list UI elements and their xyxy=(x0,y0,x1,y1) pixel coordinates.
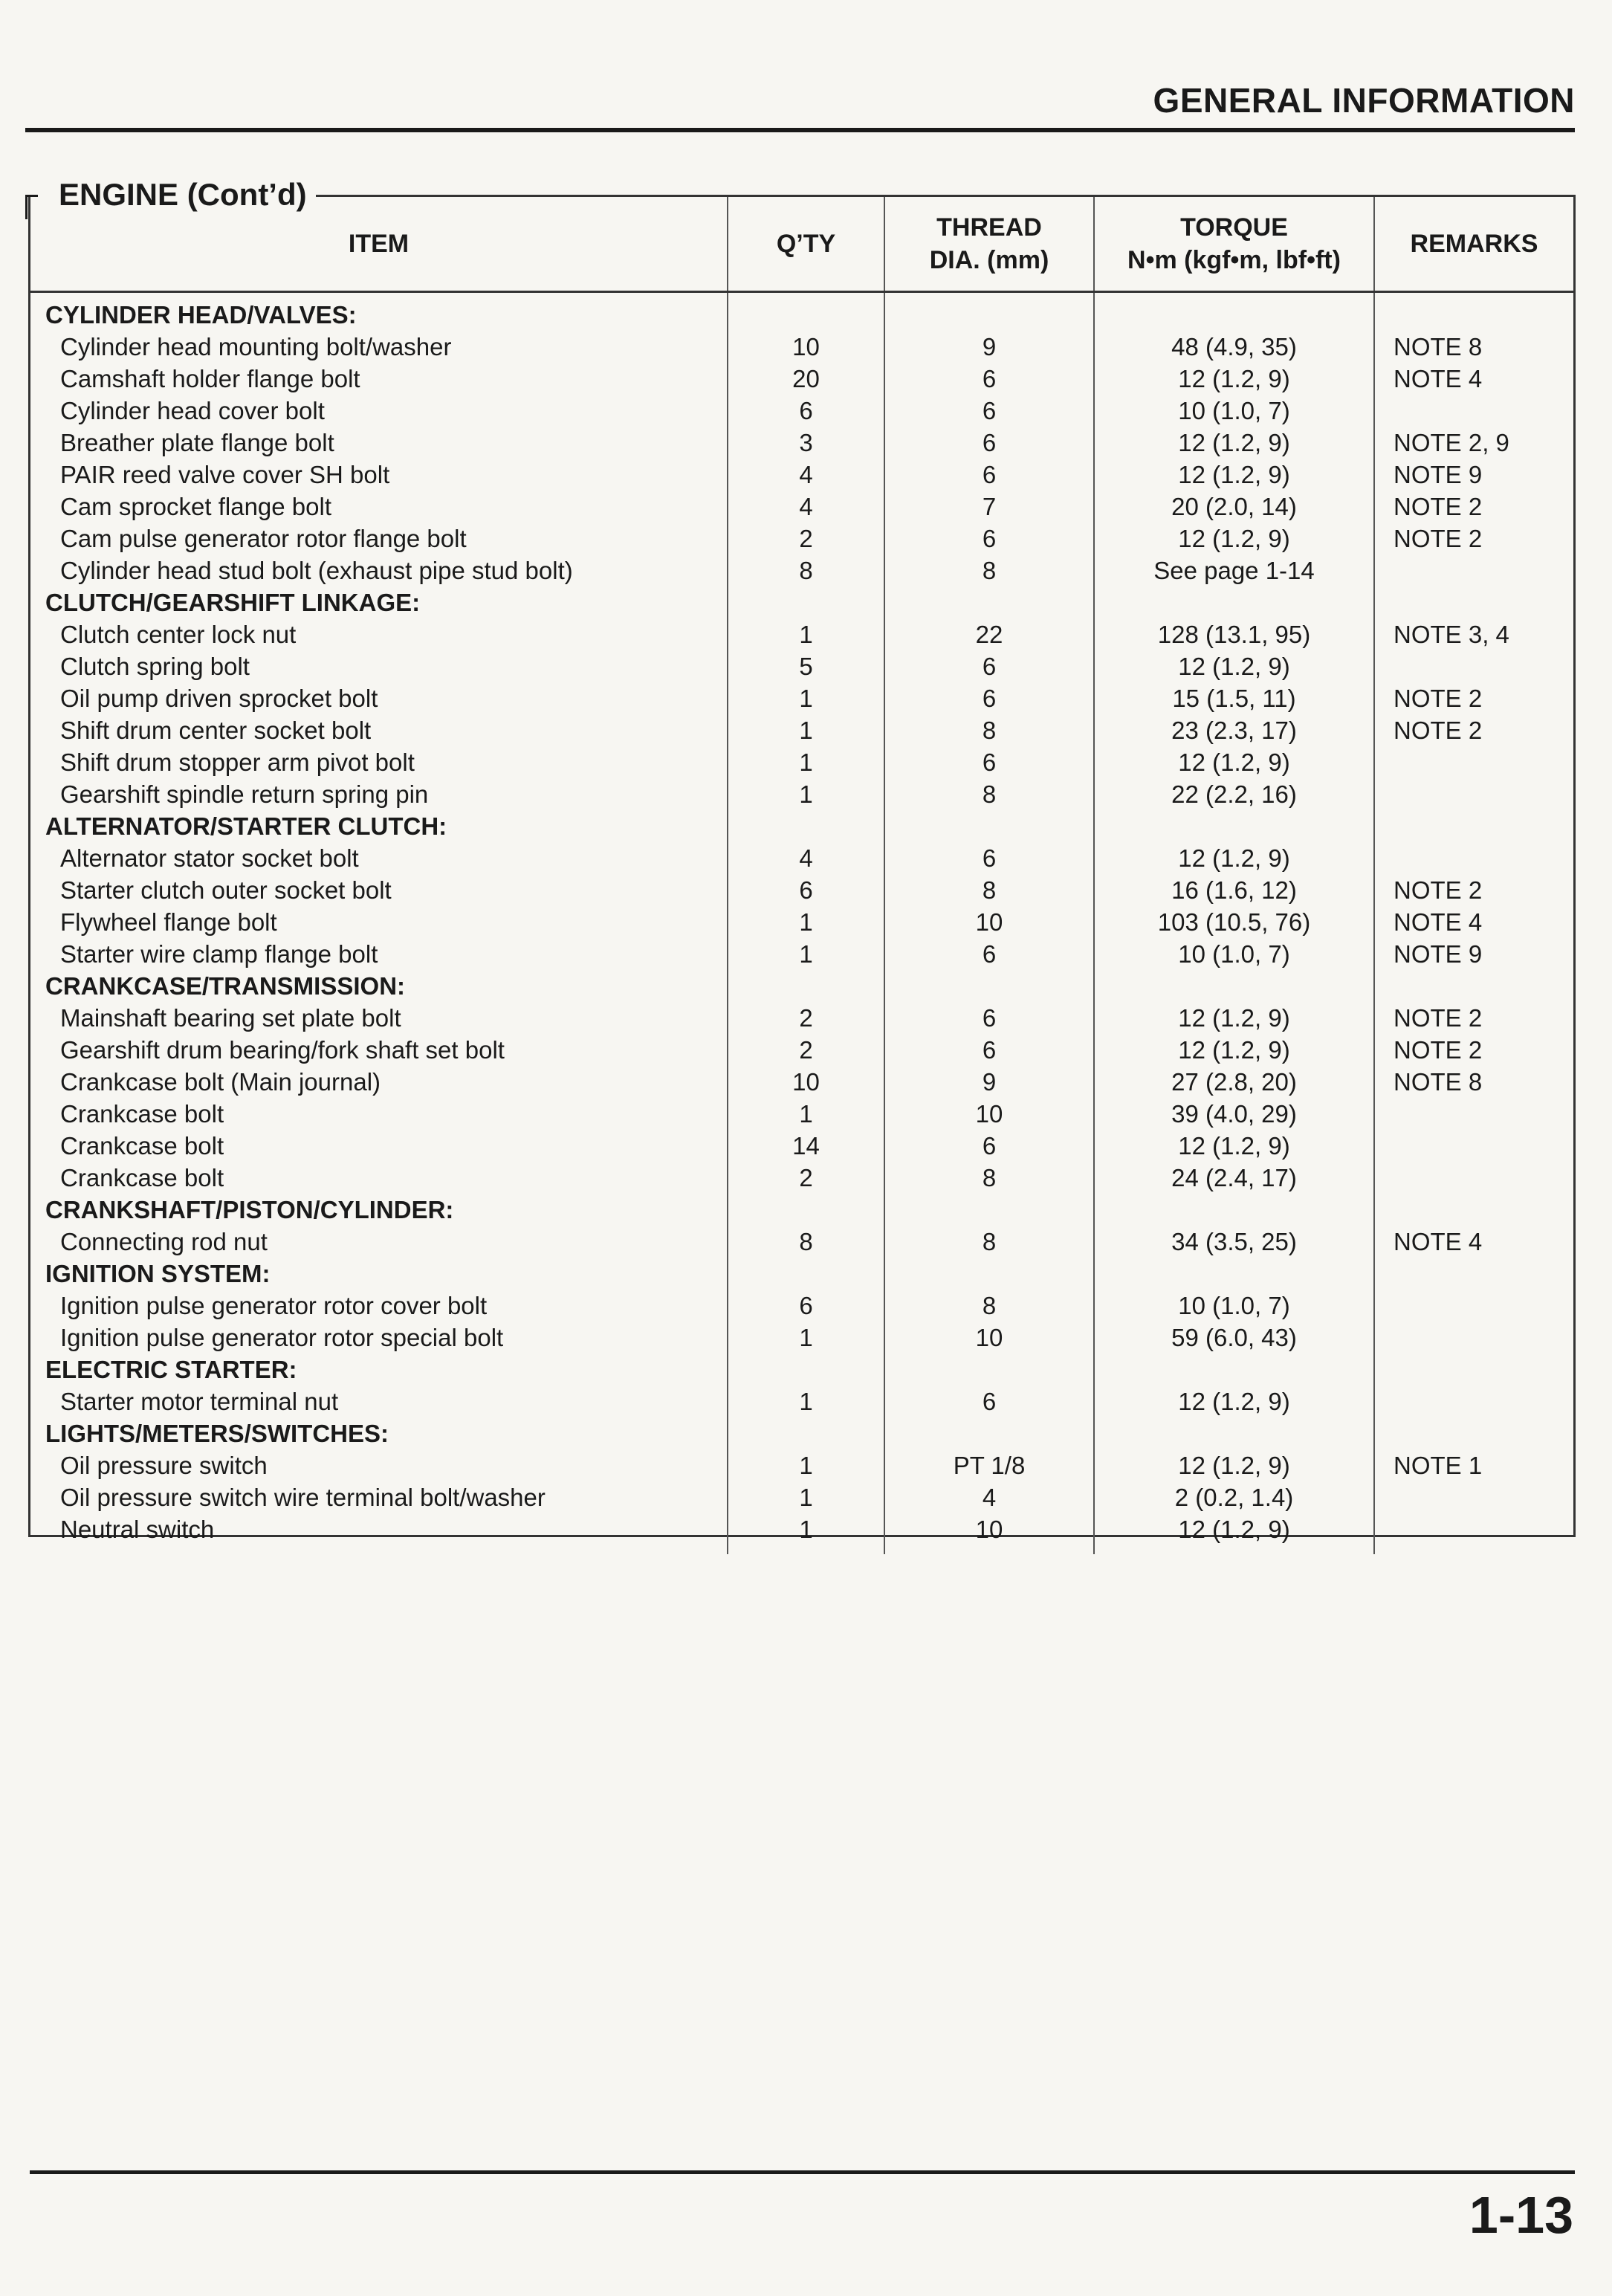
remarks-cell: NOTE 3, 4 xyxy=(1393,621,1509,648)
remarks-cell: NOTE 2 xyxy=(1393,493,1483,520)
torque-cell: 12 (1.2, 9) xyxy=(1094,1130,1374,1162)
remarks-cell xyxy=(1374,554,1573,586)
table-row xyxy=(30,427,1573,459)
torque-cell: 12 (1.2, 9) xyxy=(1094,1449,1374,1481)
empty-cell xyxy=(728,970,884,1002)
remarks-cell xyxy=(1374,1385,1573,1417)
qty-cell: 2 xyxy=(728,1002,884,1034)
empty-cell xyxy=(728,1354,884,1385)
category-label: IGNITION SYSTEM: xyxy=(30,1258,728,1290)
torque-cell: 22 (2.2, 16) xyxy=(1094,778,1374,810)
empty-cell xyxy=(1094,1354,1374,1385)
empty-cell xyxy=(1374,810,1573,842)
remarks-cell xyxy=(1374,1290,1573,1322)
qty-cell: 1 xyxy=(728,1513,884,1545)
remarks-cell: NOTE 4 xyxy=(1393,1228,1483,1255)
empty-cell xyxy=(884,970,1094,1002)
section-bracket-mark xyxy=(25,195,38,219)
qty-cell: 1 xyxy=(728,906,884,938)
table-row xyxy=(30,1034,1573,1066)
category-label: CRANKSHAFT/PISTON/CYLINDER: xyxy=(30,1194,728,1226)
item-cell: Crankcase bolt xyxy=(30,1098,728,1130)
table-category-row xyxy=(30,1417,1573,1449)
torque-cell: 12 (1.2, 9) xyxy=(1094,523,1374,554)
qty-cell: 6 xyxy=(728,395,884,427)
remarks-cell xyxy=(1374,1322,1573,1354)
empty-cell xyxy=(884,299,1094,331)
table-category-row xyxy=(30,970,1573,1002)
empty-cell xyxy=(1094,1258,1374,1290)
col-header-thread: THREAD DIA. (mm) xyxy=(884,197,1094,292)
torque-cell: See page 1-14 xyxy=(1094,554,1374,586)
table-row xyxy=(30,491,1573,523)
table-row xyxy=(30,650,1573,682)
item-cell: Oil pressure switch xyxy=(30,1449,728,1481)
table-row xyxy=(30,1066,1573,1098)
header-rule xyxy=(25,128,1575,132)
col-header-remarks: REMARKS xyxy=(1374,197,1573,292)
spacer-cell xyxy=(30,292,728,300)
item-cell: Gearshift spindle return spring pin xyxy=(30,778,728,810)
item-cell: PAIR reed valve cover SH bolt xyxy=(30,459,728,491)
qty-cell: 20 xyxy=(728,363,884,395)
table-row xyxy=(30,363,1573,395)
item-cell: Shift drum center socket bolt xyxy=(30,714,728,746)
empty-cell xyxy=(1374,1194,1573,1226)
empty-cell xyxy=(1094,299,1374,331)
torque-cell: 24 (2.4, 17) xyxy=(1094,1162,1374,1194)
table-row xyxy=(30,1098,1573,1130)
section-title: ENGINE (Cont’d) xyxy=(38,177,316,213)
qty-cell: 1 xyxy=(728,1481,884,1513)
thread-cell: 6 xyxy=(884,1130,1094,1162)
item-cell: Starter clutch outer socket bolt xyxy=(30,874,728,906)
table-row xyxy=(30,554,1573,586)
thread-cell: 6 xyxy=(884,682,1094,714)
table-row xyxy=(30,842,1573,874)
thread-cell: 6 xyxy=(884,459,1094,491)
thread-cell: 8 xyxy=(884,778,1094,810)
empty-cell xyxy=(884,586,1094,618)
item-cell: Gearshift drum bearing/fork shaft set bolt xyxy=(30,1034,728,1066)
thread-cell: 6 xyxy=(884,427,1094,459)
page-header-title: GENERAL INFORMATION xyxy=(1153,81,1575,120)
table-row xyxy=(30,714,1573,746)
table-row xyxy=(30,1290,1573,1322)
table-row xyxy=(30,682,1573,714)
thread-cell: 6 xyxy=(884,842,1094,874)
remarks-cell xyxy=(1374,842,1573,874)
empty-cell xyxy=(728,1194,884,1226)
item-cell: Clutch spring bolt xyxy=(30,650,728,682)
item-cell: Crankcase bolt xyxy=(30,1130,728,1162)
spacer-cell xyxy=(30,1545,728,1554)
item-cell: Oil pump driven sprocket bolt xyxy=(30,682,728,714)
torque-cell: 128 (13.1, 95) xyxy=(1094,618,1374,650)
spacer-cell xyxy=(1374,1545,1573,1554)
remarks-cell xyxy=(1374,1130,1573,1162)
qty-cell: 2 xyxy=(728,523,884,554)
spacer-cell xyxy=(884,1545,1094,1554)
qty-cell: 1 xyxy=(728,1322,884,1354)
thread-cell: 4 xyxy=(884,1481,1094,1513)
footer-rule xyxy=(30,2170,1575,2174)
torque-cell: 10 (1.0, 7) xyxy=(1094,938,1374,970)
qty-cell: 6 xyxy=(728,874,884,906)
empty-cell xyxy=(884,1194,1094,1226)
remarks-cell xyxy=(1374,650,1573,682)
torque-cell: 27 (2.8, 20) xyxy=(1094,1066,1374,1098)
empty-cell xyxy=(1374,1258,1573,1290)
empty-cell xyxy=(1094,586,1374,618)
spacer-cell xyxy=(728,292,884,300)
torque-cell: 39 (4.0, 29) xyxy=(1094,1098,1374,1130)
qty-cell: 10 xyxy=(728,331,884,363)
empty-cell xyxy=(884,1258,1094,1290)
torque-cell: 2 (0.2, 1.4) xyxy=(1094,1481,1374,1513)
col-header-item: ITEM xyxy=(30,197,728,292)
item-cell: Oil pressure switch wire terminal bolt/washer xyxy=(30,1481,728,1513)
table-row xyxy=(30,523,1573,554)
empty-cell xyxy=(884,810,1094,842)
empty-cell xyxy=(728,810,884,842)
table-row xyxy=(30,395,1573,427)
category-label: ELECTRIC STARTER: xyxy=(30,1354,728,1385)
thread-cell: 8 xyxy=(884,1226,1094,1258)
torque-cell: 103 (10.5, 76) xyxy=(1094,906,1374,938)
col-header-torque: TORQUE N•m (kgf•m, lbf•ft) xyxy=(1094,197,1374,292)
qty-cell: 2 xyxy=(728,1034,884,1066)
remarks-cell xyxy=(1374,746,1573,778)
thread-cell: 22 xyxy=(884,618,1094,650)
empty-cell xyxy=(1094,970,1374,1002)
category-label: CRANKCASE/TRANSMISSION: xyxy=(30,970,728,1002)
table-tail-row xyxy=(30,1545,1573,1554)
category-label: CYLINDER HEAD/VALVES: xyxy=(30,299,728,331)
thread-cell: PT 1/8 xyxy=(884,1449,1094,1481)
thread-cell: 8 xyxy=(884,714,1094,746)
item-cell: Crankcase bolt (Main journal) xyxy=(30,1066,728,1098)
remarks-cell xyxy=(1374,1481,1573,1513)
torque-cell: 12 (1.2, 9) xyxy=(1094,842,1374,874)
item-cell: Mainshaft bearing set plate bolt xyxy=(30,1002,728,1034)
table-row xyxy=(30,1002,1573,1034)
qty-cell: 4 xyxy=(728,842,884,874)
empty-cell xyxy=(728,299,884,331)
item-cell: Cam sprocket flange bolt xyxy=(30,491,728,523)
empty-cell xyxy=(1094,1417,1374,1449)
table-category-row xyxy=(30,586,1573,618)
torque-cell: 12 (1.2, 9) xyxy=(1094,1002,1374,1034)
torque-cell: 12 (1.2, 9) xyxy=(1094,1034,1374,1066)
torque-table-box xyxy=(28,195,1576,1543)
table-row xyxy=(30,1226,1573,1258)
table-spacer-row xyxy=(30,292,1573,300)
col-header-qty: Q’TY xyxy=(728,197,884,292)
remarks-cell: NOTE 2 xyxy=(1393,1004,1483,1032)
remarks-cell: NOTE 2 xyxy=(1393,717,1483,744)
table-row xyxy=(30,1481,1573,1513)
thread-cell: 6 xyxy=(884,523,1094,554)
torque-cell: 10 (1.0, 7) xyxy=(1094,1290,1374,1322)
torque-table xyxy=(30,197,1573,1554)
table-category-row xyxy=(30,1258,1573,1290)
item-cell: Flywheel flange bolt xyxy=(30,906,728,938)
empty-cell xyxy=(1374,586,1573,618)
item-cell: Ignition pulse generator rotor special bolt xyxy=(30,1322,728,1354)
empty-cell xyxy=(1374,299,1573,331)
empty-cell xyxy=(728,1258,884,1290)
empty-cell xyxy=(728,1417,884,1449)
qty-cell: 1 xyxy=(728,938,884,970)
torque-cell: 12 (1.2, 9) xyxy=(1094,459,1374,491)
remarks-cell: NOTE 4 xyxy=(1393,365,1483,392)
thread-cell: 6 xyxy=(884,1002,1094,1034)
thread-cell: 6 xyxy=(884,395,1094,427)
empty-cell xyxy=(884,1354,1094,1385)
table-row xyxy=(30,874,1573,906)
item-cell: Cylinder head cover bolt xyxy=(30,395,728,427)
remarks-cell: NOTE 9 xyxy=(1393,461,1483,488)
item-cell: Camshaft holder flange bolt xyxy=(30,363,728,395)
qty-cell: 3 xyxy=(728,427,884,459)
spacer-cell xyxy=(1094,1545,1374,1554)
table-row xyxy=(30,1385,1573,1417)
torque-cell: 12 (1.2, 9) xyxy=(1094,427,1374,459)
remarks-cell: NOTE 9 xyxy=(1393,940,1483,968)
torque-cell: 12 (1.2, 9) xyxy=(1094,363,1374,395)
empty-cell xyxy=(1374,1417,1573,1449)
torque-cell: 12 (1.2, 9) xyxy=(1094,650,1374,682)
thread-cell: 7 xyxy=(884,491,1094,523)
thread-cell: 8 xyxy=(884,874,1094,906)
torque-cell: 12 (1.2, 9) xyxy=(1094,1385,1374,1417)
remarks-cell xyxy=(1374,395,1573,427)
qty-cell: 1 xyxy=(728,682,884,714)
thread-cell: 10 xyxy=(884,1513,1094,1545)
remarks-cell xyxy=(1374,1162,1573,1194)
item-cell: Alternator stator socket bolt xyxy=(30,842,728,874)
torque-cell: 12 (1.2, 9) xyxy=(1094,746,1374,778)
item-cell: Clutch center lock nut xyxy=(30,618,728,650)
table-category-row xyxy=(30,810,1573,842)
spacer-cell xyxy=(1094,292,1374,300)
qty-cell: 8 xyxy=(728,554,884,586)
remarks-cell: NOTE 2 xyxy=(1393,1036,1483,1064)
empty-cell xyxy=(728,586,884,618)
table-row xyxy=(30,1162,1573,1194)
torque-cell: 10 (1.0, 7) xyxy=(1094,395,1374,427)
remarks-cell: NOTE 4 xyxy=(1393,908,1483,936)
qty-cell: 1 xyxy=(728,714,884,746)
page-number: 1-13 xyxy=(1469,2186,1573,2244)
remarks-cell: NOTE 2 xyxy=(1393,525,1483,552)
item-cell: Neutral switch xyxy=(30,1513,728,1545)
qty-cell: 1 xyxy=(728,1098,884,1130)
remarks-cell xyxy=(1374,1098,1573,1130)
thread-cell: 9 xyxy=(884,331,1094,363)
remarks-cell: NOTE 2, 9 xyxy=(1393,429,1509,456)
remarks-cell: NOTE 1 xyxy=(1393,1452,1483,1479)
qty-cell: 2 xyxy=(728,1162,884,1194)
thread-cell: 8 xyxy=(884,1290,1094,1322)
torque-cell: 48 (4.9, 35) xyxy=(1094,331,1374,363)
thread-cell: 9 xyxy=(884,1066,1094,1098)
torque-cell: 20 (2.0, 14) xyxy=(1094,491,1374,523)
torque-cell: 23 (2.3, 17) xyxy=(1094,714,1374,746)
torque-cell: 15 (1.5, 11) xyxy=(1094,682,1374,714)
table-row xyxy=(30,1322,1573,1354)
thread-cell: 8 xyxy=(884,1162,1094,1194)
thread-cell: 6 xyxy=(884,938,1094,970)
spacer-cell xyxy=(728,1545,884,1554)
table-row xyxy=(30,331,1573,363)
qty-cell: 1 xyxy=(728,778,884,810)
torque-cell: 12 (1.2, 9) xyxy=(1094,1513,1374,1545)
spacer-cell xyxy=(884,292,1094,300)
thread-cell: 6 xyxy=(884,1034,1094,1066)
qty-cell: 4 xyxy=(728,459,884,491)
item-cell: Connecting rod nut xyxy=(30,1226,728,1258)
table-row xyxy=(30,1130,1573,1162)
empty-cell xyxy=(1094,1194,1374,1226)
remarks-cell: NOTE 2 xyxy=(1393,876,1483,904)
remarks-cell xyxy=(1374,778,1573,810)
item-cell: Cam pulse generator rotor flange bolt xyxy=(30,523,728,554)
item-cell: Shift drum stopper arm pivot bolt xyxy=(30,746,728,778)
qty-cell: 1 xyxy=(728,746,884,778)
table-category-row xyxy=(30,1354,1573,1385)
empty-cell xyxy=(1374,1354,1573,1385)
spacer-cell xyxy=(1374,292,1573,300)
table-row xyxy=(30,1513,1573,1545)
qty-cell: 8 xyxy=(728,1226,884,1258)
item-cell: Cylinder head stud bolt (exhaust pipe stud bolt) xyxy=(30,554,728,586)
thread-cell: 10 xyxy=(884,1098,1094,1130)
remarks-cell xyxy=(1374,1513,1573,1545)
item-cell: Ignition pulse generator rotor cover bolt xyxy=(30,1290,728,1322)
table-row xyxy=(30,778,1573,810)
thread-cell: 6 xyxy=(884,650,1094,682)
item-cell: Breather plate flange bolt xyxy=(30,427,728,459)
table-row xyxy=(30,746,1573,778)
thread-cell: 8 xyxy=(884,554,1094,586)
table-row xyxy=(30,1449,1573,1481)
qty-cell: 6 xyxy=(728,1290,884,1322)
qty-cell: 1 xyxy=(728,1449,884,1481)
empty-cell xyxy=(1374,970,1573,1002)
section-label xyxy=(25,172,316,217)
qty-cell: 5 xyxy=(728,650,884,682)
torque-cell: 16 (1.6, 12) xyxy=(1094,874,1374,906)
empty-cell xyxy=(1094,810,1374,842)
category-label: LIGHTS/METERS/SWITCHES: xyxy=(30,1417,728,1449)
table-row xyxy=(30,906,1573,938)
qty-cell: 14 xyxy=(728,1130,884,1162)
torque-cell: 59 (6.0, 43) xyxy=(1094,1322,1374,1354)
item-cell: Starter motor terminal nut xyxy=(30,1385,728,1417)
remarks-cell: NOTE 2 xyxy=(1393,685,1483,712)
thread-cell: 6 xyxy=(884,1385,1094,1417)
item-cell: Cylinder head mounting bolt/washer xyxy=(30,331,728,363)
thread-cell: 6 xyxy=(884,746,1094,778)
qty-cell: 1 xyxy=(728,1385,884,1417)
remarks-cell: NOTE 8 xyxy=(1393,333,1483,360)
torque-cell: 34 (3.5, 25) xyxy=(1094,1226,1374,1258)
item-cell: Starter wire clamp flange bolt xyxy=(30,938,728,970)
thread-cell: 6 xyxy=(884,363,1094,395)
qty-cell: 4 xyxy=(728,491,884,523)
category-label: ALTERNATOR/STARTER CLUTCH: xyxy=(30,810,728,842)
table-row xyxy=(30,618,1573,650)
category-label: CLUTCH/GEARSHIFT LINKAGE: xyxy=(30,586,728,618)
table-body xyxy=(30,292,1573,1555)
table-row xyxy=(30,938,1573,970)
table-row xyxy=(30,459,1573,491)
thread-cell: 10 xyxy=(884,906,1094,938)
table-category-row xyxy=(30,1194,1573,1226)
qty-cell: 10 xyxy=(728,1066,884,1098)
item-cell: Crankcase bolt xyxy=(30,1162,728,1194)
table-category-row xyxy=(30,299,1573,331)
remarks-cell: NOTE 8 xyxy=(1393,1068,1483,1096)
thread-cell: 10 xyxy=(884,1322,1094,1354)
empty-cell xyxy=(884,1417,1094,1449)
qty-cell: 1 xyxy=(728,618,884,650)
